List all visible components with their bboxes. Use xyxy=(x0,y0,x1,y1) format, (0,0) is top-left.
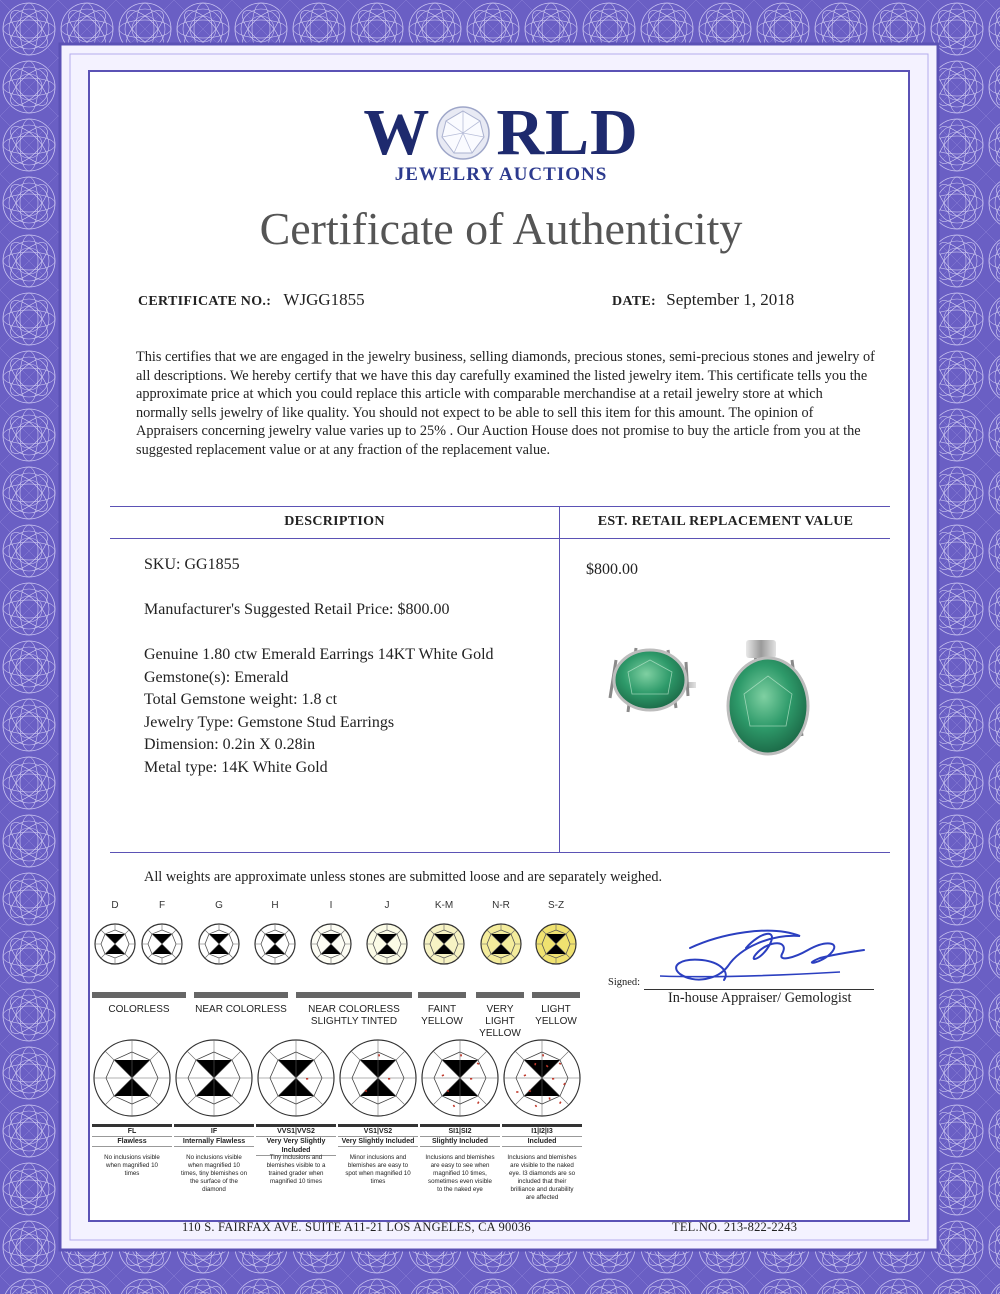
color-category-bar xyxy=(194,992,288,998)
table-bottom-rule xyxy=(110,852,890,853)
certificate-number-value: WJGG1855 xyxy=(283,290,365,309)
clarity-grade-header: IF Internally Flawless xyxy=(174,1124,254,1147)
clarity-grade-row xyxy=(90,1036,610,1226)
certificate-number xyxy=(138,290,365,310)
color-category-bar xyxy=(296,992,412,998)
diamond-top-view-icon xyxy=(365,922,409,966)
clarity-grade-header: VS1|VS2 Very Slightly Included xyxy=(338,1124,418,1147)
retail-value: $800.00 xyxy=(586,561,638,578)
diamond-clarity-icon xyxy=(92,1036,172,1120)
table-header-rule xyxy=(110,538,890,539)
msrp: Manufacturer's Suggested Retail Price: $800.00 xyxy=(144,601,450,618)
color-category-label: COLORLESS xyxy=(108,1004,170,1015)
certificate-number-label: CERTIFICATE NO.: xyxy=(138,294,272,309)
signed-label: Signed: xyxy=(608,977,641,988)
color-grade-letter: I xyxy=(329,900,333,911)
certificate-paper xyxy=(88,70,910,1234)
color-grade-letter: K-M xyxy=(434,900,454,911)
clarity-grade-description: No inclusions visible when magnified 10 times xyxy=(104,1154,160,1177)
clarity-grade-description: Inclusions and blemishes are easy to see when magnified 10 times, sometimes even visible to the naked eye xyxy=(425,1154,495,1193)
color-grade-letter: J xyxy=(384,900,390,911)
diamond-grading-chart xyxy=(90,900,610,1220)
diamond-clarity-icon xyxy=(256,1036,336,1120)
diamond-top-view-icon xyxy=(309,922,353,966)
color-category-label: NEAR COLORLESS xyxy=(195,1004,287,1015)
detail-line: Genuine 1.80 ctw Emerald Earrings 14KT White Gold xyxy=(144,646,494,663)
color-category-label: LIGHT YELLOW xyxy=(535,1004,577,1027)
color-grade-letter: D xyxy=(111,900,119,911)
color-category-bar xyxy=(418,992,466,998)
clarity-grade-description: No inclusions visible when magnified 10 times, tiny blemishes on the surface of the diamond xyxy=(180,1154,248,1193)
footer-address: 110 S. FAIRFAX AVE. SUITE A11-21 LOS ANGELES, CA 90036 xyxy=(182,1220,531,1234)
clarity-grade-description: Tiny inclusions and blemishes visible to a trained grader when magnified 10 times xyxy=(266,1154,326,1185)
color-grade-letter: H xyxy=(271,900,279,911)
description-header: DESCRIPTION xyxy=(284,514,385,529)
certificate-date xyxy=(612,290,794,310)
color-grade-letter: G xyxy=(215,900,223,911)
date-label: DATE: xyxy=(612,294,657,309)
clarity-grade-description: Minor inclusions and blemishes are easy to spot when magnified 10 times xyxy=(345,1154,411,1185)
appraiser-signature xyxy=(650,914,870,994)
color-grade-categories xyxy=(90,1004,610,1039)
date-value: September 1, 2018 xyxy=(666,290,795,309)
diamond-top-view-icon xyxy=(93,922,137,966)
table-column-divider xyxy=(559,506,560,852)
page-title: Certificate of Authenticity xyxy=(259,203,743,254)
clarity-grade-description: Inclusions and blemishes are visible to the naked eye. I3 diamonds are so included that their brilliance and durability are affected xyxy=(507,1154,577,1201)
logo-subtitle: JEWELRY AUCTIONS xyxy=(394,164,608,185)
emerald-earrings-image xyxy=(606,620,832,790)
diamond-top-view-icon xyxy=(197,922,241,966)
color-category-label: VERY LIGHT YELLOW xyxy=(479,1004,521,1039)
diamond-top-view-icon xyxy=(253,922,297,966)
footer-phone: TEL.NO. 213-822-2243 xyxy=(672,1220,798,1234)
detail-line: Jewelry Type: Gemstone Stud Earrings xyxy=(144,713,395,731)
color-grade-letter: S-Z xyxy=(547,900,565,911)
certification-statement: This certifies that we are engaged in the jewelry business, selling diamonds, precious stones, semi-precious stones and jewelry of all descriptions. We hereby certify that we have this day carefully examined the listed jewelry item. This certificate tells you the approximate price at which you could replace this article with comparable merchandise at a retail jewelry store at which normally sells jewelry of like quality. You should not expect to be able to sell this item for this amount. The opinion of Appraisers concerning jewelry value varies up to 25% . Our Auction House does not promise to buy the article from you at the suggested replacement value or at any fraction of the replacement value. xyxy=(136,349,875,458)
logo-letter-w: W xyxy=(363,96,431,169)
diamond-top-view-icon xyxy=(479,922,523,966)
diamond-top-view-icon xyxy=(422,922,466,966)
world-jewelry-auctions-logo xyxy=(90,96,912,186)
logo-letters-rld: RLD xyxy=(496,96,639,169)
detail-line: Metal type: 14K White Gold xyxy=(144,758,328,776)
color-grade-letter: N-R xyxy=(492,900,510,911)
diamond-clarity-icon xyxy=(420,1036,500,1120)
weights-note: All weights are approximate unless stones are submitted loose and are separately weighed. xyxy=(144,869,663,885)
detail-line: Gemstone(s): Emerald xyxy=(144,668,289,686)
detail-line: Dimension: 0.2in X 0.28in xyxy=(144,736,316,753)
color-category-bar xyxy=(476,992,524,998)
color-grade-letter: F xyxy=(158,900,166,911)
clarity-grade-header: FL Flawless xyxy=(92,1124,172,1147)
diamond-top-view-icon xyxy=(534,922,578,966)
color-category-label: NEAR COLORLESS SLIGHTLY TINTED xyxy=(308,1004,400,1027)
appraiser-title: In-house Appraiser/ Gemologist xyxy=(668,990,852,1006)
item-details xyxy=(144,644,494,779)
value-header: EST. RETAIL REPLACEMENT VALUE xyxy=(597,514,854,529)
clarity-grade-header: VVS1|VVS2 Very Very Slightly Included xyxy=(256,1124,336,1156)
detail-line: Total Gemstone weight: 1.8 ct xyxy=(144,691,338,708)
color-category-bar xyxy=(92,992,186,998)
diamond-clarity-icon xyxy=(502,1036,582,1120)
diamond-top-view-icon xyxy=(140,922,184,966)
sku: SKU: GG1855 xyxy=(144,556,240,573)
diamond-icon xyxy=(432,105,494,161)
color-category-bar xyxy=(532,992,580,998)
clarity-grade-header: SI1|SI2 Slightly Included xyxy=(420,1124,500,1147)
clarity-grade-header: I1|I2|I3 Included xyxy=(502,1124,582,1147)
table-top-rule xyxy=(110,506,890,507)
color-category-label: FAINT YELLOW xyxy=(421,1004,463,1027)
diamond-clarity-icon xyxy=(338,1036,418,1120)
diamond-clarity-icon xyxy=(174,1036,254,1120)
